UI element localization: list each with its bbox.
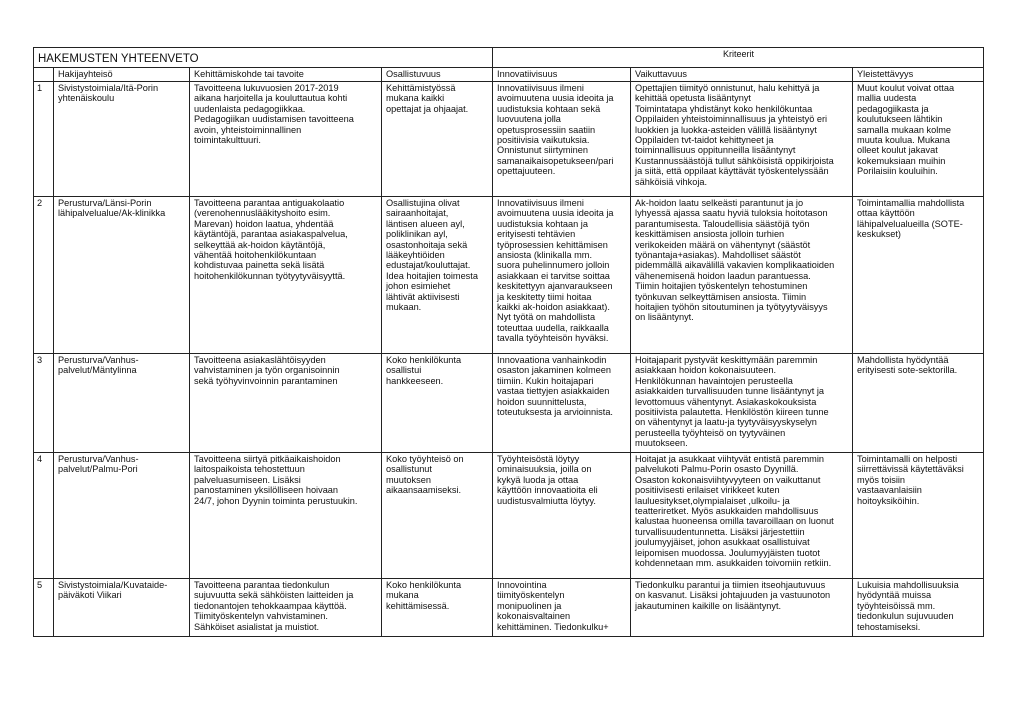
participation-cell: Koko työyhteisö on osallistunut muutoksen aikaansaamiseksi.	[382, 453, 493, 579]
document-title: HAKEMUSTEN YHTEENVETO	[34, 48, 493, 68]
target-cell: Tavoitteena asiakaslähtöisyyden vahvistaminen ja työn organisoinnin sekä työhyvinvoinnin parantaminen	[190, 354, 382, 453]
table-row	[34, 82, 984, 197]
applicant-cell: Perusturva/Länsi-Porin lähipalvelualue/Ak-klinikka	[54, 197, 190, 354]
impact-cell: Opettajien tiimityö onnistunut, halu kehittyä ja kehittää opetusta lisääntynyt Toimintatapa yhdistänyt koko henkilökuntaa Oppilaiden yhteistoiminnallisuus ja yhteistyö eri luokkien ja luokka-asteiden välillä lisääntynyt Oppilaiden tvt-taidot kehittyneet ja toiminnallisuus oppitunneilla lisääntynyt Kustannussäästöjä tullut sähköisistä oppikirjoista ja siitä, että oppilaat käyttävät työskentelyssään sähköisiä vihkoja.	[631, 82, 853, 197]
table-row	[34, 354, 984, 453]
row-number: 3	[34, 354, 54, 453]
title-row	[34, 48, 984, 68]
table-row	[34, 579, 984, 637]
target-cell: Tavoitteena parantaa antiguakolaatio (verenohennuslääkityshoito esim. Marevan) hoidon laatua, yhdentää käytäntöjä, parantaa asiakaspalvelua, selkeyttää ak-hoidon käytäntöjä, vähentää hoitohenkilökuntaan kohdistuvaa painetta sekä lisätä hoitohenkilökunnan työtyytyväisyyttä.	[190, 197, 382, 354]
participation-cell: Koko henkilökunta mukana kehittämisessä.	[382, 579, 493, 637]
target-cell: Tavoitteena siirtyä pitkäaikaishoidon laitospaikoista tehostettuun palveluasumiseen. Lisäksi panostaminen yksilölliseen hoivaan 24/7, johon Dyynin toiminta perustuukin.	[190, 453, 382, 579]
participation-cell: Kehittämistyössä mukana kaikki opettajat ja ohjaajat.	[382, 82, 493, 197]
target-cell: Tavoitteena parantaa tiedonkulun sujuvuutta sekä sähköisten laitteiden ja tiedonantojen tehokkaampaa käyttöä. Tiimityöskentelyn vahvistaminen. Sähköiset asialistat ja muistiot.	[190, 579, 382, 637]
generalizability-cell: Muut koulut voivat ottaa mallia uudesta pedagogiikasta ja koulutukseen lähtikin samalla mukaan kolme muuta koulua. Mukana olleet koulut jakavat kokemuksiaan muihin Porilaisiin kouluihin.	[853, 82, 984, 197]
row-number: 2	[34, 197, 54, 354]
summary-table	[33, 47, 984, 637]
innovation-cell: Innovatiivisuus ilmeni avoimuutena uusia ideoita ja uudistuksia kohtaan sekä luovuutena jolla opetusprosessiin saatiin positiivisia vaikutuksia. Onnistunut siirtyminen samanaikaisopetukseen/pari opettajuuteen.	[493, 82, 631, 197]
impact-cell: Tiedonkulku parantui ja tiimien itseohjautuvuus on kasvanut. Lisäksi johtajuuden ja vastuunoton jakautuminen kaikille on lisääntynyt.	[631, 579, 853, 637]
innovation-cell: Työyhteisöstä löytyy ominaisuuksia, joilla on kykyä luoda ja ottaa käyttöön innovaatioita eli uudistusvalmiutta löytyy.	[493, 453, 631, 579]
row-number: 5	[34, 579, 54, 637]
target-cell: Tavoitteena lukuvuosien 2017-2019 aikana harjoitella ja kouluttautua kohti uudenlaista pedagogiikkaa. Pedagogiikan uudistamisen tavoitteena avoin, yhteistoiminnallinen toimintakulttuuri.	[190, 82, 382, 197]
impact-cell: Hoitajat ja asukkaat viihtyvät entistä paremmin palvelukoti Palmu-Porin osasto Dyynillä. Osaston kokonaisviihtyvyyteen on vaikuttanut positiivisesti erilaiset virikkeet kuten lauluesitykset,olympialaiset ,ulkoilu- ja teatteriretket. Myös asukkaiden mahdollisuus kalustaa huoneensa omilla tavaroillaan on luonut turvallisuudentunnetta. Lisäksi järjestettiin joulumyyjäiset, johon asukkaat osallistuivat leipomisen muodossa. Joulumyyjäisten tuotot kohdennetaan mm. asukkaiden toivomiin retkiin.	[631, 453, 853, 579]
generalizability-cell: Toimintamalli on helposti siirrettävissä käytettäväksi myös toisiin vastaavanlaisiin hoitoyksiköihin.	[853, 453, 984, 579]
generalizability-cell: Mahdollista hyödyntää erityisesti sote-sektorilla.	[853, 354, 984, 453]
innovation-cell: Innovatiivisuus ilmeni avoimuutena uusia ideoita ja uudistuksia kohtaan ja erityisesti tehtävien työprosessien kehittämisen ansiosta (klinikalla mm. suora puhelinnumero jolloin asiakkaan ei tarvitse soittaa keskitettyyn ajanvaraukseen ja keskitetty tiimi hoitaa kaikki ak-hoidon asiakkaat). Nyt työtä on mahdollista toteuttaa uudella, raikkaalla tavalla työyhteisön hyväksi.	[493, 197, 631, 354]
criteria-label: Kriteerit	[493, 48, 984, 68]
row-number: 4	[34, 453, 54, 579]
applicant-cell: Sivistystoimiala/Kuvataide- päiväkoti Viikari	[54, 579, 190, 637]
header-impact: Vaikuttavuus	[631, 68, 853, 82]
column-headers	[34, 68, 984, 82]
header-applicant: Hakijayhteisö	[54, 68, 190, 82]
header-num	[34, 68, 54, 82]
impact-cell: Ak-hoidon laatu selkeästi parantunut ja jo lyhyessä ajassa saatu hyviä tuloksia hoitotason parantumisesta. Taloudellisia säästöjä työn keskittämisen ansiosta jolloin turhien verikokeiden määrä on vähentynyt (säästöt työnantaja+asiakas). Mahdolliset säästöt pidemmällä aikavälillä vakavien komplikaatioiden vähenemisenä hoidon laadun parantuessa. Tiimin hoitajien työskentelyn tehostuminen työnkuvan selkeyttämisen ansiosta. Tiimin hoitajien työhön sitoutuminen ja työtyytyväisyys on lisääntynyt.	[631, 197, 853, 354]
table-row	[34, 197, 984, 354]
innovation-cell: Innovointina tiimityöskentelyn monipuolinen ja kokonaisvaltainen kehittäminen. Tiedonkulku+	[493, 579, 631, 637]
row-number: 1	[34, 82, 54, 197]
impact-cell: Hoitajaparit pystyvät keskittymään paremmin asiakkaan hoidon kokonaisuuteen. Henkilökunnan havaintojen perusteella asiakkaiden turvallisuuden tunne lisääntynyt ja levottomuus vähentynyt. Asiakaskokouksista positiivista palautetta. Henkilöstön kiireen tunne on vähentynyt ja laatu-ja tyytyväisyyskyselyn perusteella työyhteisö on tyytyväinen muutokseen.	[631, 354, 853, 453]
table-row	[34, 453, 984, 579]
applicant-cell: Perusturva/Vanhus- palvelut/Palmu-Pori	[54, 453, 190, 579]
header-generalizability: Yleistettävyys	[853, 68, 984, 82]
innovation-cell: Innovaationa vanhainkodin osaston jakaminen kolmeen tiimiin. Kukin hoitajapari vastaa tiettyjen asiakkaiden hoidon suunnittelusta, toteutuksesta ja arvioinnista.	[493, 354, 631, 453]
generalizability-cell: Lukuisia mahdollisuuksia hyödyntää muissa työyhteisöissä mm. tiedonkulun sujuvuuden tehostamiseksi.	[853, 579, 984, 637]
header-target: Kehittämiskohde tai tavoite	[190, 68, 382, 82]
header-innovation: Innovatiivisuus	[493, 68, 631, 82]
header-participation: Osallistuvuus	[382, 68, 493, 82]
applicant-cell: Sivistystoimiala/Itä-Porin yhtenäiskoulu	[54, 82, 190, 197]
applicant-cell: Perusturva/Vanhus- palvelut/Mäntylinna	[54, 354, 190, 453]
generalizability-cell: Toimintamallia mahdollista ottaa käyttöön lähipalvelualueilla (SOTE- keskukset)	[853, 197, 984, 354]
participation-cell: Osallistujina olivat sairaanhoitajat, läntisen alueen ayl, poliklinikan ayl, osastonhoitaja sekä lääkeyhtiöiden edustajat/kouluttajat. Idea hoitajien toimesta johon esimiehet lähtivät aktiivisesti mukaan.	[382, 197, 493, 354]
participation-cell: Koko henkilökunta osallistui hankkeeseen.	[382, 354, 493, 453]
